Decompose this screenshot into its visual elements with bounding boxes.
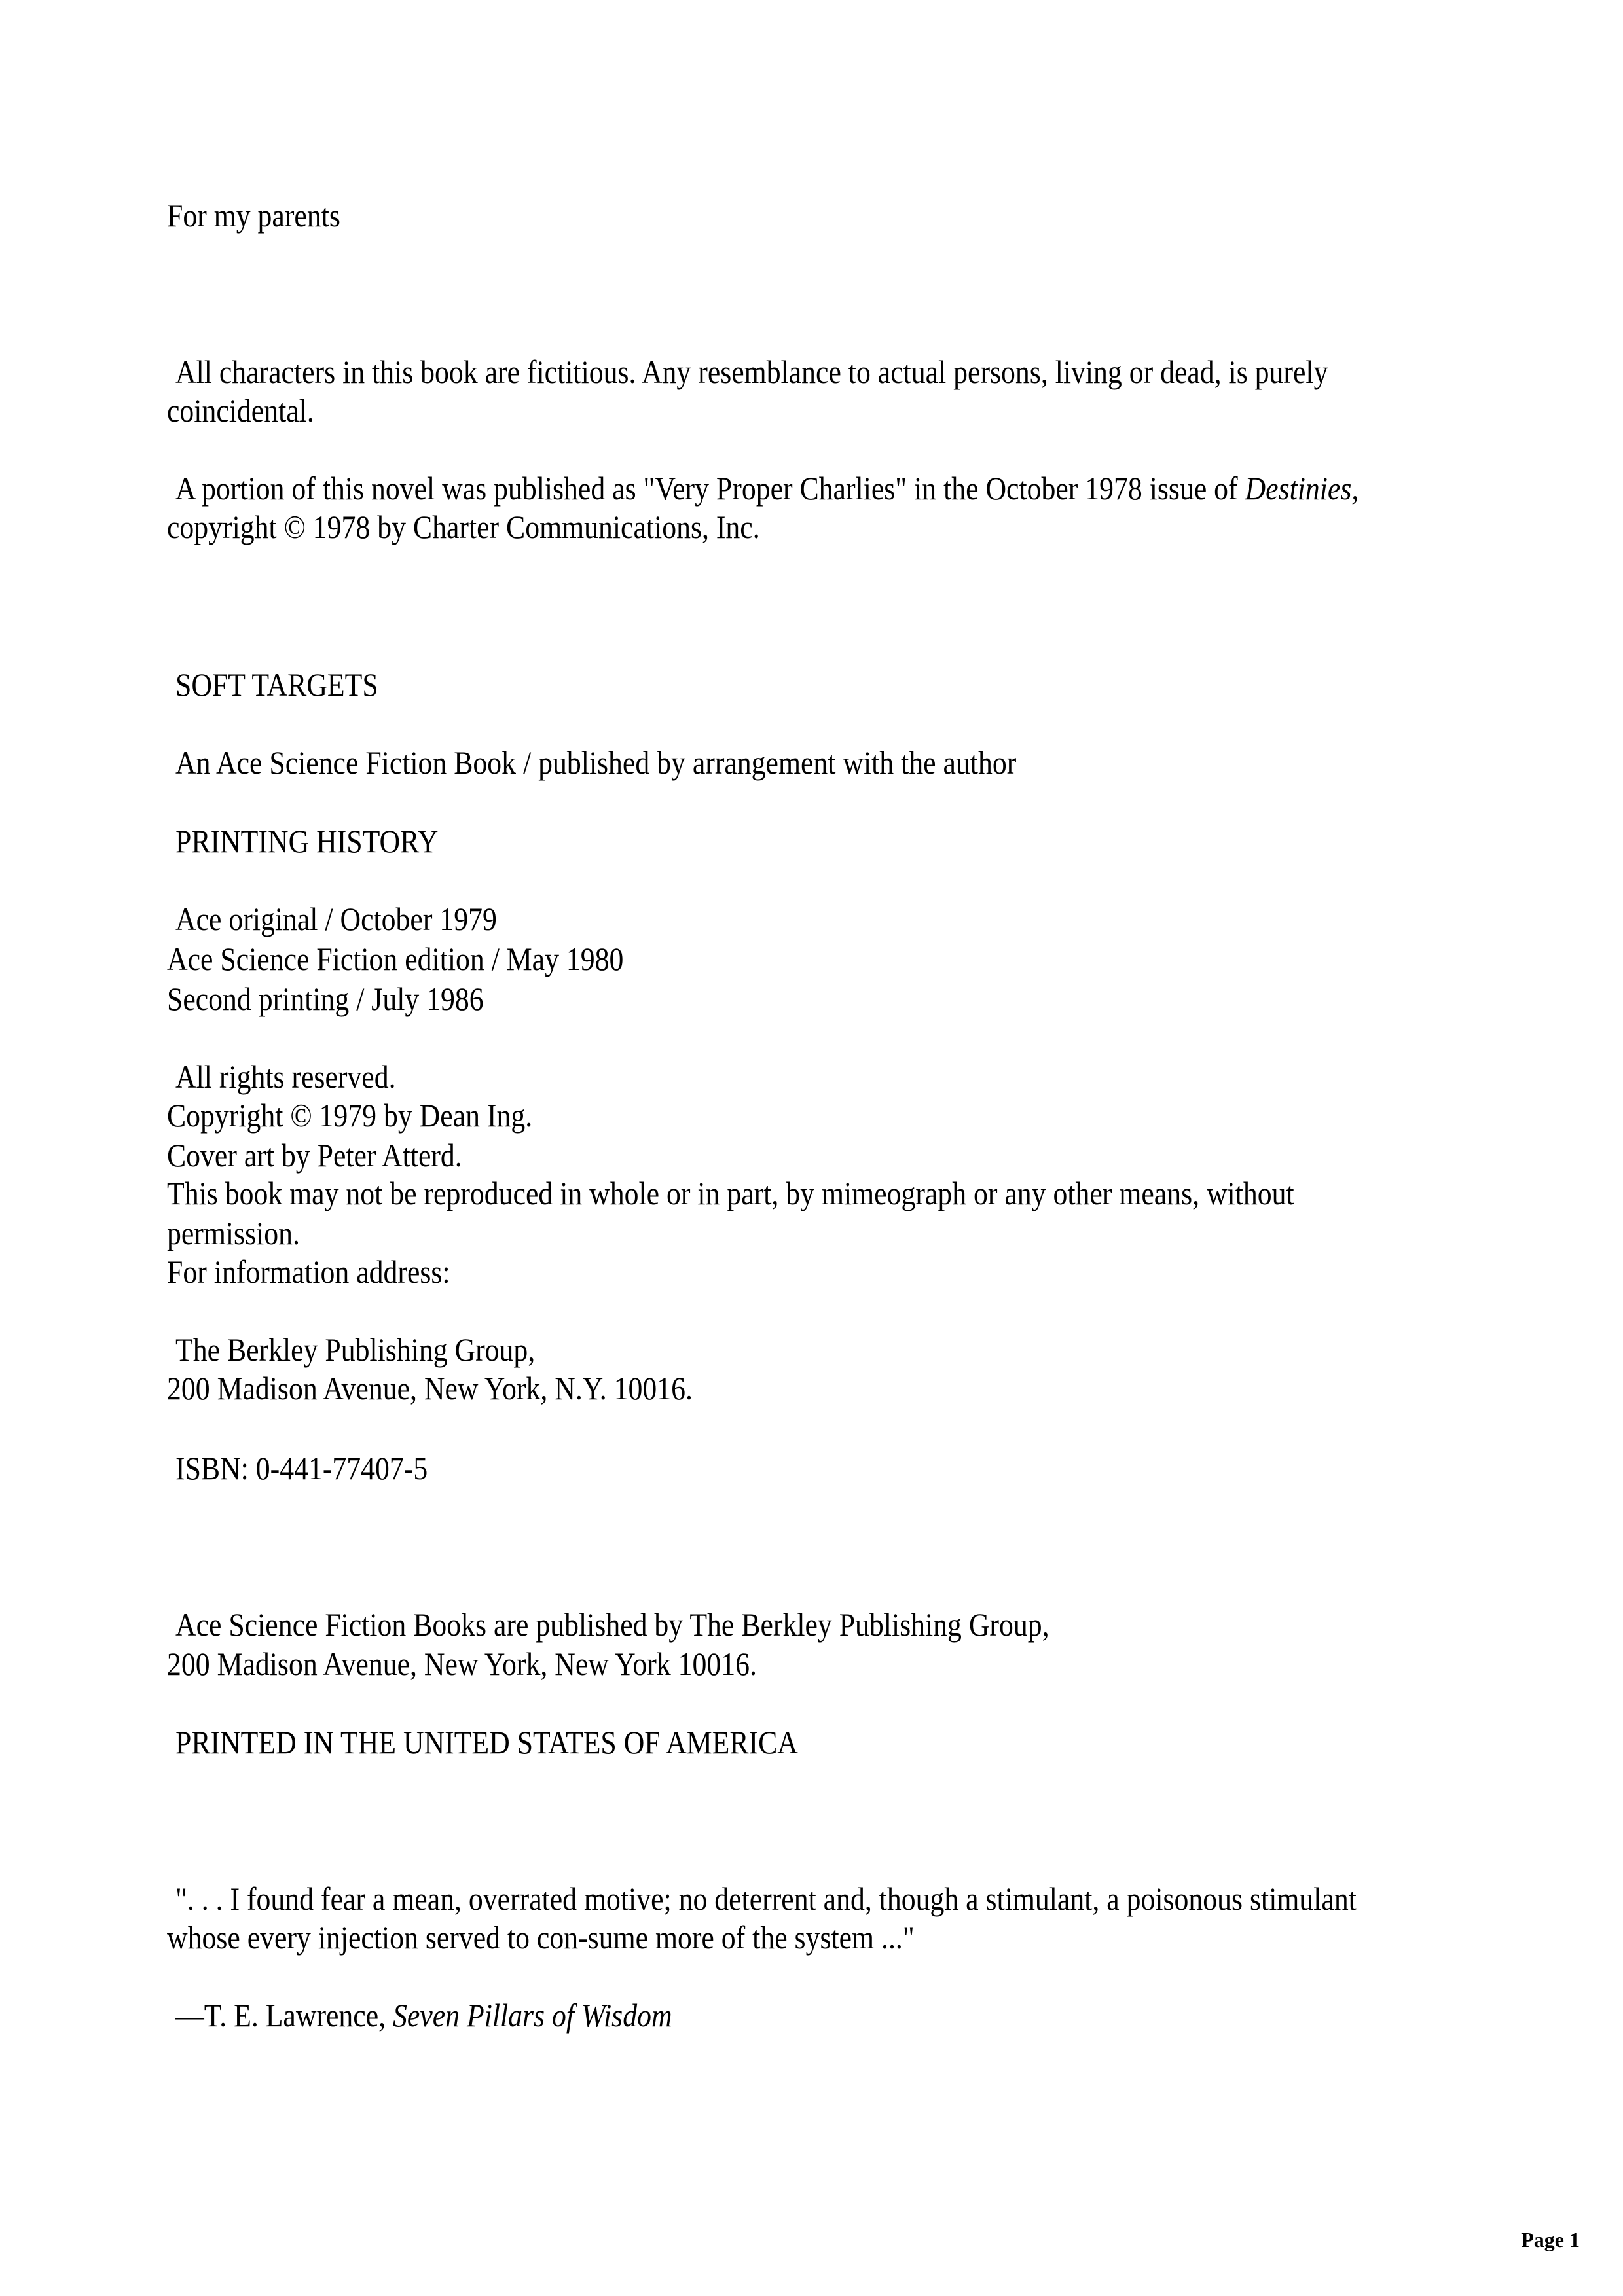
publisher-note-line: Ace Science Fiction Books are published by The Berkley Publishing Group, <box>175 1606 1049 1643</box>
page-number: Page 1 <box>1521 2228 1580 2251</box>
magazine-title: Destinies, <box>1245 470 1359 507</box>
printing-history-heading: PRINTING HISTORY <box>175 823 439 859</box>
book-title: SOFT TARGETS <box>175 666 378 703</box>
rights-line: permission. <box>167 1215 300 1251</box>
dedication: For my parents <box>167 197 340 234</box>
address-line: The Berkley Publishing Group, <box>175 1331 536 1368</box>
address-line: 200 Madison Avenue, New York, N.Y. 10016. <box>167 1370 693 1407</box>
printed-in: PRINTED IN THE UNITED STATES OF AMERICA <box>175 1724 798 1761</box>
portion-line <box>175 469 1359 508</box>
portion-line: copyright © 1978 by Charter Communications, Inc. <box>167 509 760 545</box>
imprint: An Ace Science Fiction Book / published by arrangement with the author <box>175 744 1017 781</box>
rights-line: For information address: <box>167 1253 450 1290</box>
printing-entry: Ace Science Fiction edition / May 1980 <box>167 941 624 977</box>
rights-line: Cover art by Peter Atterd. <box>167 1137 462 1174</box>
isbn: ISBN: 0-441-77407-5 <box>175 1450 428 1486</box>
rights-line: Copyright © 1979 by Dean Ing. <box>167 1097 533 1134</box>
publisher-note-line: 200 Madison Avenue, New York, New York 10016. <box>167 1645 757 1682</box>
portion-text: A portion of this novel was published as "Very Proper Charlies" in the October 1978 issue of <box>175 470 1245 507</box>
disclaimer-line: coincidental. <box>167 392 314 429</box>
printing-entry: Ace original / October 1979 <box>175 901 497 937</box>
epigraph-line: ". . . I found fear a mean, overrated motive; no deterrent and, though a stimulant, a poisonous stimulant <box>175 1880 1357 1917</box>
attribution-title: Seven Pillars of Wisdom <box>393 1997 672 2034</box>
disclaimer-line: All characters in this book are fictitious. Any resemblance to actual persons, living or dead, is purely <box>175 353 1328 390</box>
epigraph-line: whose every injection served to con-sume more of the system ..." <box>167 1919 915 1956</box>
rights-line: This book may not be reproduced in whole or in part, by mimeograph or any other means, without <box>167 1175 1294 1211</box>
epigraph-attribution <box>175 1996 672 2035</box>
printing-entry: Second printing / July 1986 <box>167 980 484 1017</box>
rights-line: All rights reserved. <box>175 1058 396 1095</box>
attribution-author: —T. E. Lawrence, <box>175 1997 393 2034</box>
